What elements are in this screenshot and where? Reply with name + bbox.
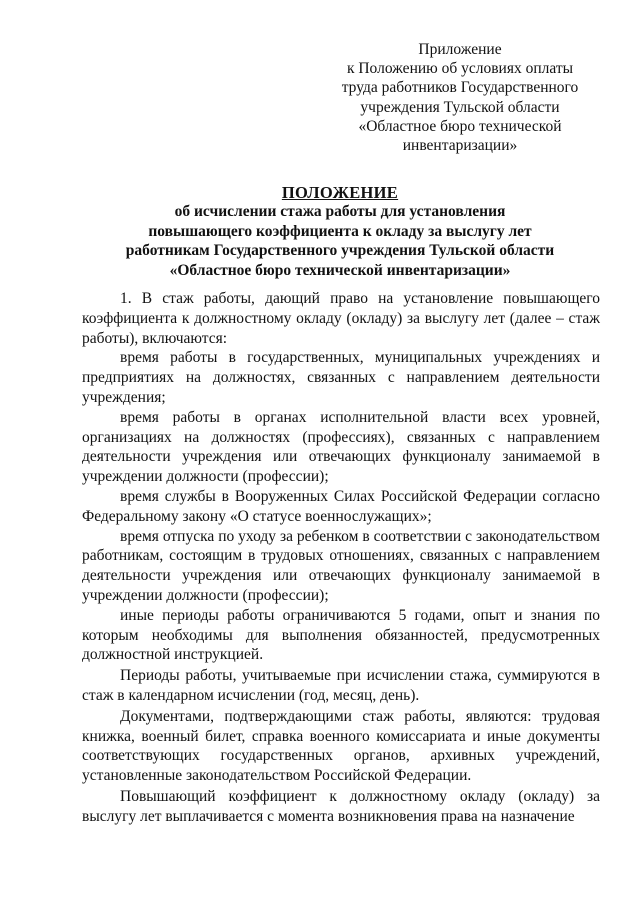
appendix-line: «Областное бюро технической	[358, 117, 562, 135]
appendix-header	[330, 40, 590, 155]
document-body	[82, 289, 600, 827]
paragraph: время службы в Вооруженных Силах Российской Федерации согласно Федеральному закону «О статусе военнослужащих»;	[82, 487, 600, 525]
paragraph: Документами, подтверждающими стаж работы, являются: трудовая книжка, военный билет, справка военного комиссариата и иные документы соответствующих государственных органов, архивных учреждений, установленные законодательством Российской Федерации.	[82, 707, 600, 785]
heading-line: работникам Государственного учреждения Тульской области	[125, 242, 555, 260]
paragraph: 1. В стаж работы, дающий право на установление повышающего коэффициента к должностному окладу (окладу) за выслугу лет (далее – стаж работы), включаются:	[82, 290, 600, 347]
appendix-line: инвентаризации»	[402, 137, 518, 155]
paragraph: Повышающий коэффициент к должностному окладу (окладу) за выслугу лет выплачивается с момента возникновения права на назначение	[82, 787, 600, 825]
paragraph: время работы в органах исполнительной власти всех уровней, организациях на должностях (профессиях), связанных с направлением деятельности учреждения или отвечающих функционалу занимаемой в учреждении должности (профессии);	[82, 408, 600, 486]
document-title: ПОЛОЖЕНИЕ	[281, 183, 399, 202]
appendix-line: к Положению об условиях оплаты	[346, 60, 574, 78]
appendix-line: Приложение	[418, 41, 502, 58]
paragraph: иные периоды работы ограничиваются 5 годами, опыт и знания по которым необходимы для выполнения обязанностей, предусмотренных должностной инструкцией.	[82, 606, 600, 664]
heading-line: повышающего коэффициента к окладу за выслугу лет	[148, 222, 532, 240]
appendix-line: труда работников Государственного	[341, 79, 579, 97]
heading-line: об исчислении стажа работы для установления	[174, 203, 506, 221]
document-heading	[80, 183, 600, 280]
appendix-line: учреждения Тульской области	[360, 98, 560, 116]
paragraph: Периоды работы, учитываемые при исчислении стажа, суммируются в стаж в календарном исчислении (год, месяц, день).	[82, 667, 600, 704]
paragraph: время работы в государственных, муниципальных учреждениях и предприятиях на должностях, связанных с направлением деятельности учреждения;	[82, 349, 600, 406]
heading-line: «Областное бюро технической инвентаризации»	[169, 261, 511, 279]
paragraph: время отпуска по уходу за ребенком в соответствии с законодательством работникам, состоящим в трудовых отношениях, связанных с направлением деятельности учреждения или отвечающих функционалу занимаемой в учреждении должности (профессии);	[82, 527, 600, 604]
